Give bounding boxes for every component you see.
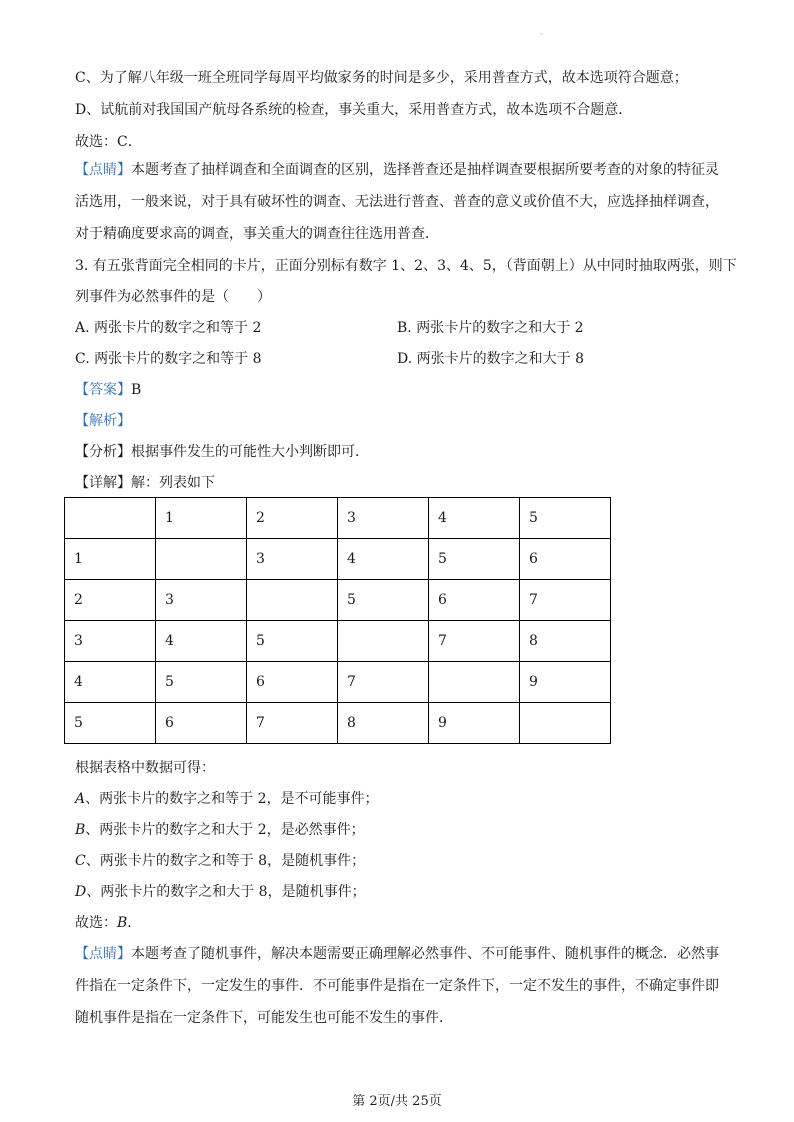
table-cell: 6 [429,580,520,621]
comment2-tag: 【点睛】 [75,946,131,962]
conclusion-a-letter: A [75,791,86,807]
table-cell: 7 [520,580,611,621]
table-cell: 7 [429,621,520,662]
final-choice [75,913,141,933]
final-choice-letter: B [117,915,128,931]
table-cell [65,498,156,539]
comment2-text1: 本题考查了随机事件，解决本题需要正确理解必然事件、不可能事件、随机事件的概念．必然事 [131,946,719,962]
table-cell: 4 [156,621,247,662]
table-cell: 3 [156,580,247,621]
table-cell [247,580,338,621]
table-cell: 7 [338,662,429,703]
table-cell: 9 [520,662,611,703]
comment2-line1 [75,944,719,964]
table-cell: 5 [338,580,429,621]
table-row [65,703,611,744]
table-cell: 6 [156,703,247,744]
table-cell: 1 [65,539,156,580]
table-cell [429,662,520,703]
fenxi-text: 根据事件发生的可能性大小判断即可． [131,444,369,460]
table-cell: 5 [65,703,156,744]
table-cell: 7 [247,703,338,744]
table-cell: 2 [65,580,156,621]
option-d-explanation: D、试航前对我国国产航母各系统的检查，事关重大，采用普查方式，故本选项不合题意． [75,102,633,118]
option-a: A. 两张卡片的数字之和等于 2 [75,320,262,336]
xiangjie-line [75,473,215,493]
table-row [65,621,611,662]
table-cell: 4 [338,539,429,580]
answer-line [75,380,141,400]
table-cell: 5 [247,621,338,662]
analysis-line [75,411,131,431]
conclusion-c-text: 、两张卡片的数字之和等于 8，是随机事件； [85,853,366,869]
table-cell: 4 [65,662,156,703]
comment1-line1 [75,160,719,180]
prev-choice: 故选：C． [75,134,142,150]
conclusion-a-text: 、两张卡片的数字之和等于 2，是不可能事件； [85,791,379,807]
table-row [65,662,611,703]
conclusion-d [75,882,366,902]
comment1-tag: 【点睛】 [75,162,131,178]
answer-tag: 【答案】 [75,382,131,398]
table-cell: 5 [520,498,611,539]
final-choice-suffix: ． [127,915,142,931]
table-cell: 6 [520,539,611,580]
question-line2: 列事件为必然事件的是（ ） [75,289,271,305]
table-cell: 9 [429,703,520,744]
comment1-text1: 本题考查了抽样调查和全面调查的区别，选择普查还是抽样调查要根据所要考查的对象的特征灵 [131,162,719,178]
xiangjie-tag: 【详解】 [75,475,131,491]
option-d: D. 两张卡片的数字之和大于 8 [397,351,584,367]
table-cell [520,703,611,744]
table-cell: 1 [156,498,247,539]
table-cell: 4 [429,498,520,539]
page-top-mark: · [540,30,543,39]
page-footer: 第 2页/共 25页 [352,1094,442,1109]
table-cell: 2 [247,498,338,539]
conclusion-d-letter: D [75,884,87,900]
fenxi-line [75,442,369,462]
option-c-explanation: C、为了解八年级一班全班同学每周平均做家务的时间是多少，采用普查方式，故本选项符合题意； [75,70,688,86]
table-cell: 3 [65,621,156,662]
fenxi-tag: 【分析】 [75,444,131,460]
table-cell [338,621,429,662]
xiangjie-text: 解：列表如下 [131,475,215,491]
conclusion-c-letter: C [75,853,86,869]
table-row [65,539,611,580]
conclusion-b-letter: B [75,822,86,838]
conclusion-d-text: 、两张卡片的数字之和大于 8，是随机事件； [86,884,366,900]
final-choice-prefix: 故选： [75,915,117,931]
table-cell: 3 [338,498,429,539]
table-cell: 8 [520,621,611,662]
comment1-line3: 对于精确度要求高的调查，事关重大的调查往往选用普查． [75,226,439,242]
conclusion-a [75,789,378,809]
table-cell [156,539,247,580]
conclusion-b [75,820,365,840]
table-row [65,580,611,621]
table-cell: 5 [429,539,520,580]
option-b: B. 两张卡片的数字之和大于 2 [397,320,584,336]
answer-value: B [131,382,142,398]
comment1-line2: 活选用，一般来说，对于具有破坏性的调查、无法进行普查、普查的意义或价值不大，应选择抽样调查， [75,194,719,210]
sum-table [64,497,611,744]
comment2-line3: 随机事件是指在一定条件下，可能发生也可能不发生的事件． [75,1010,453,1026]
question-line1: 3. 有五张背面完全相同的卡片，正面分别标有数字 1、2、3、4、5，（背面朝上）从中同时抽取两张，则下 [75,258,737,274]
conclusion-intro: 根据表格中数据可得： [75,760,215,776]
table-cell: 3 [247,539,338,580]
table-cell: 5 [156,662,247,703]
table-cell: 8 [338,703,429,744]
conclusion-b-text: 、两张卡片的数字之和大于 2，是必然事件； [85,822,365,838]
analysis-tag: 【解析】 [75,413,131,429]
conclusion-c [75,851,365,871]
table-row [65,498,611,539]
comment2-line2: 件指在一定条件下，一定发生的事件．不可能事件是指在一定条件下，一定不发生的事件，不确定事件即 [75,978,719,994]
option-c: C. 两张卡片的数字之和等于 8 [75,351,262,367]
table-cell: 6 [247,662,338,703]
